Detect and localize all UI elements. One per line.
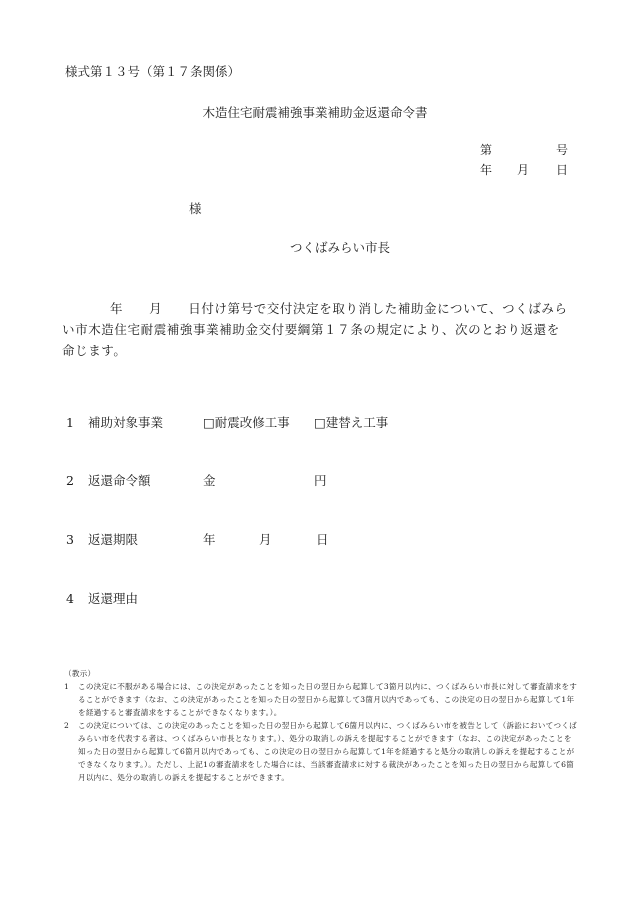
body-paragraph: [62, 298, 570, 361]
instructions-heading: （教示）: [64, 669, 96, 678]
deadline-day: 日: [316, 532, 329, 547]
body-month: 月: [149, 301, 163, 316]
instruction-text: この決定については、この決定のあったことを知った日の翌日から起算して6箇月以内に、つくばみらい市を被告として（訴訟においてつくばみらい市を代表する者は、つくばみらい市長となります。）、処分の取消しの訴えを提起することができます（なお、この決定があったことを知った日の翌日から起算して6箇月以内であっても、この決定の日の翌日から起算して1年を経過すると処分の取消しの訴えを提起することができなくなります。）。ただし、上記1の審査請求をした場合には、当該審査請求に対する裁決があったことを知った日の翌日から起算して6箇月以内に、処分の取消しの訴えを提起することができます。: [78, 721, 578, 782]
item-3-label: 返還期限: [88, 532, 139, 547]
addressee-honorific: 様: [189, 201, 202, 216]
deadline-month: 月: [259, 532, 272, 547]
instruction-item: [64, 719, 578, 784]
item-1-label: 補助対象事業: [88, 415, 164, 430]
form-number: 様式第１３号（第１７条関係）: [65, 64, 241, 79]
document-title: 木造住宅耐震補強事業補助金返還命令書: [202, 105, 428, 120]
item-4-number: 4: [66, 591, 74, 606]
instruction-number: 2: [64, 721, 70, 730]
issuer-name: つくばみらい市長: [290, 240, 391, 255]
item-3-number: 3: [66, 532, 74, 547]
checkbox-seismic-retrofit[interactable]: □耐震改修工事: [203, 415, 290, 430]
instruction-item: [64, 680, 578, 719]
amount-prefix: 金: [203, 473, 216, 488]
amount-unit: 円: [314, 473, 327, 488]
issue-date-year: 年: [480, 163, 493, 177]
checkbox-rebuild[interactable]: □建替え工事: [314, 415, 389, 430]
deadline-year: 年: [203, 532, 216, 547]
issue-date-month: 月: [517, 163, 530, 177]
body-text: 号で交付決定を取り消した補助金について、つくばみらい市木造住宅耐震補強事業補助金交付要綱第１７条の規定により、次のとおり返還を命じます。: [62, 301, 568, 358]
item-4-label: 返還理由: [88, 591, 139, 606]
item-1-number: 1: [66, 415, 74, 430]
item-2-number: 2: [66, 473, 74, 488]
item-2-label: 返還命令額: [88, 473, 151, 488]
document-number-suffix: 号: [556, 143, 569, 157]
body-year: 年: [110, 301, 124, 316]
instruction-text: この決定に不服がある場合には、この決定があったことを知った日の翌日から起算して3箇月以内に、つくばみらい市長に対して審査請求をすることができます（なお、この決定があったことを知った日の翌日から起算して3箇月以内であっても、この決定の日の翌日から起算して1年を経過すると審査請求をすることができなくなります。）。: [78, 682, 578, 717]
instructions-section: [64, 667, 578, 784]
document-number-prefix: 第: [480, 143, 493, 157]
body-date-reference: 日付け第: [188, 301, 241, 316]
issue-date-day: 日: [556, 163, 569, 177]
instruction-number: 1: [64, 682, 70, 691]
